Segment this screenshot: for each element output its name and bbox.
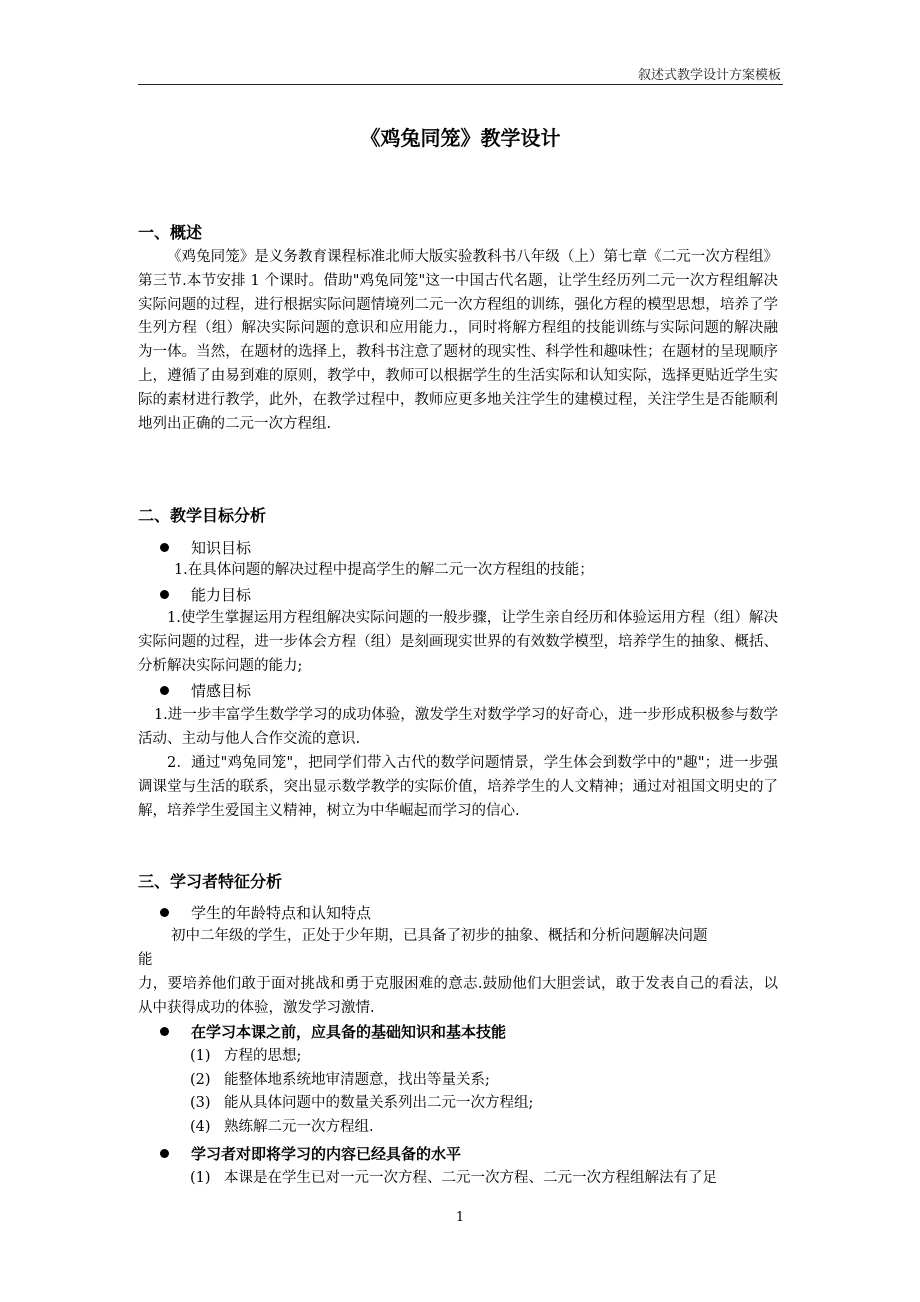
bullet-label: 知识目标 bbox=[191, 539, 252, 557]
emotion-goal-text-2: 2．通过"鸡兔同笼"，把同学们带入古代的数学问题情景，学生体会到数学中的"趣"；进一步强调课堂与生活的联系，突出显示数学教学的实际价值，培养学生的人文精神；通过对祖国文明史的了解，培养学生爱国主义精神，树立为中华崛起而学习的信心. bbox=[138, 755, 778, 819]
age-traits-line-3: 力，要培养他们敢于面对挑战和勇于克服困难的意志.鼓励他们大胆尝试，敢于发表自己的看法，以从中获得成功的体验，激发学习激情. bbox=[138, 976, 778, 1016]
overview-paragraph: 《鸡兔同笼》是义务教育课程标准北师大版实验教科书八年级（上）第七章《二元一次方程组》第三节.本节安排 1 个课时。借助"鸡兔同笼"这一中国古代名题，让学生经历列二元一次方程组解决实际问题的过程，进行根据实际问题情境列二元一次方程组的训练，强化方程的模型思想，培养了学生列方程（组）解决实际问题的意识和应用能力.，同时将解方程组的技能训练与实际问题的解决融为一体。当然，在题材的选择上，教科书注意了题材的现实性、科学性和趣味性；在题材的呈现顺序上，遵循了由易到难的原则，教学中，教师可以根据学生的生活实际和认知实际，选择更贴近学生实际的素材进行教学，此外，在教学过程中，教师应更多地关注学生的建模过程，关注学生是否能顺利地列出正确的二元一次方程组. bbox=[138, 249, 778, 432]
bullet-dot-icon bbox=[160, 686, 169, 695]
ability-goal-text: 1.使学生掌握运用方程组解决实际问题的一般步骤，让学生亲自经历和体验运用方程（组）解决实际问题的过程，进一步体会方程（组）是刻画现实世界的有效数学模型，培养学生的抽象、概括、分析解决实际问题的能力; bbox=[138, 610, 778, 674]
current-level-list bbox=[190, 1167, 780, 1191]
age-traits-line-1: 初中二年级的学生，正处于少年期，已具备了初步的抽象、概括和分析问题解决问题 bbox=[171, 928, 708, 944]
emotion-goal-text-1: 1.进一步丰富学生数学学习的成功体验，激发学生对数学学习的好奇心，进一步形成积极参与数学活动、主动与他人合作交流的意识. bbox=[138, 707, 778, 747]
list-item: (4) 熟练解二元一次方程组. bbox=[190, 1118, 374, 1135]
section-heading-learners: 三、学习者特征分析 bbox=[138, 872, 283, 891]
bullet-age-traits bbox=[160, 902, 371, 923]
bullet-emotion-goal bbox=[160, 680, 251, 701]
bullet-dot-icon bbox=[160, 1149, 169, 1158]
bullet-label: 能力目标 bbox=[191, 586, 252, 604]
section-heading-goals: 二、教学目标分析 bbox=[138, 506, 267, 525]
bullet-prerequisites bbox=[160, 1021, 506, 1042]
running-header: 叙述式教学设计方案模板 bbox=[637, 68, 781, 83]
document-title: 《鸡兔同笼》教学设计 bbox=[360, 126, 561, 150]
bullet-label: 在学习本课之前，应具备的基础知识和基本技能 bbox=[191, 1023, 507, 1041]
bullet-dot-icon bbox=[160, 590, 169, 599]
knowledge-goal-text: 1.在具体问题的解决过程中提高学生的解二元一次方程组的技能； bbox=[173, 562, 594, 578]
bullet-dot-icon bbox=[160, 908, 169, 917]
prerequisites-list bbox=[190, 1045, 780, 1139]
bullet-current-level bbox=[160, 1143, 461, 1164]
list-item: (1) 本课是在学生已对一元一次方程、二元一次方程、二元一次方程组解法有了足 bbox=[190, 1170, 717, 1186]
list-item: (2) 能整体地系统地审清题意，找出等量关系; bbox=[190, 1071, 490, 1088]
bullet-label: 学生的年龄特点和认知特点 bbox=[191, 904, 372, 922]
bullet-ability-goal bbox=[160, 584, 251, 605]
section-heading-overview: 一、概述 bbox=[138, 223, 203, 242]
bullet-label: 学习者对即将学习的内容已经具备的水平 bbox=[191, 1145, 462, 1163]
bullet-label: 情感目标 bbox=[191, 682, 252, 700]
header-rule bbox=[138, 84, 783, 85]
list-item: (3) 能从具体问题中的数量关系列出二元一次方程组; bbox=[190, 1095, 534, 1111]
age-traits-line-2: 能 bbox=[138, 952, 153, 968]
bullet-dot-icon bbox=[160, 543, 169, 552]
page-number: 1 bbox=[455, 1210, 465, 1225]
bullet-dot-icon bbox=[160, 1027, 169, 1036]
list-item: (1) 方程的思想; bbox=[190, 1048, 302, 1064]
bullet-knowledge-goal bbox=[160, 537, 251, 558]
